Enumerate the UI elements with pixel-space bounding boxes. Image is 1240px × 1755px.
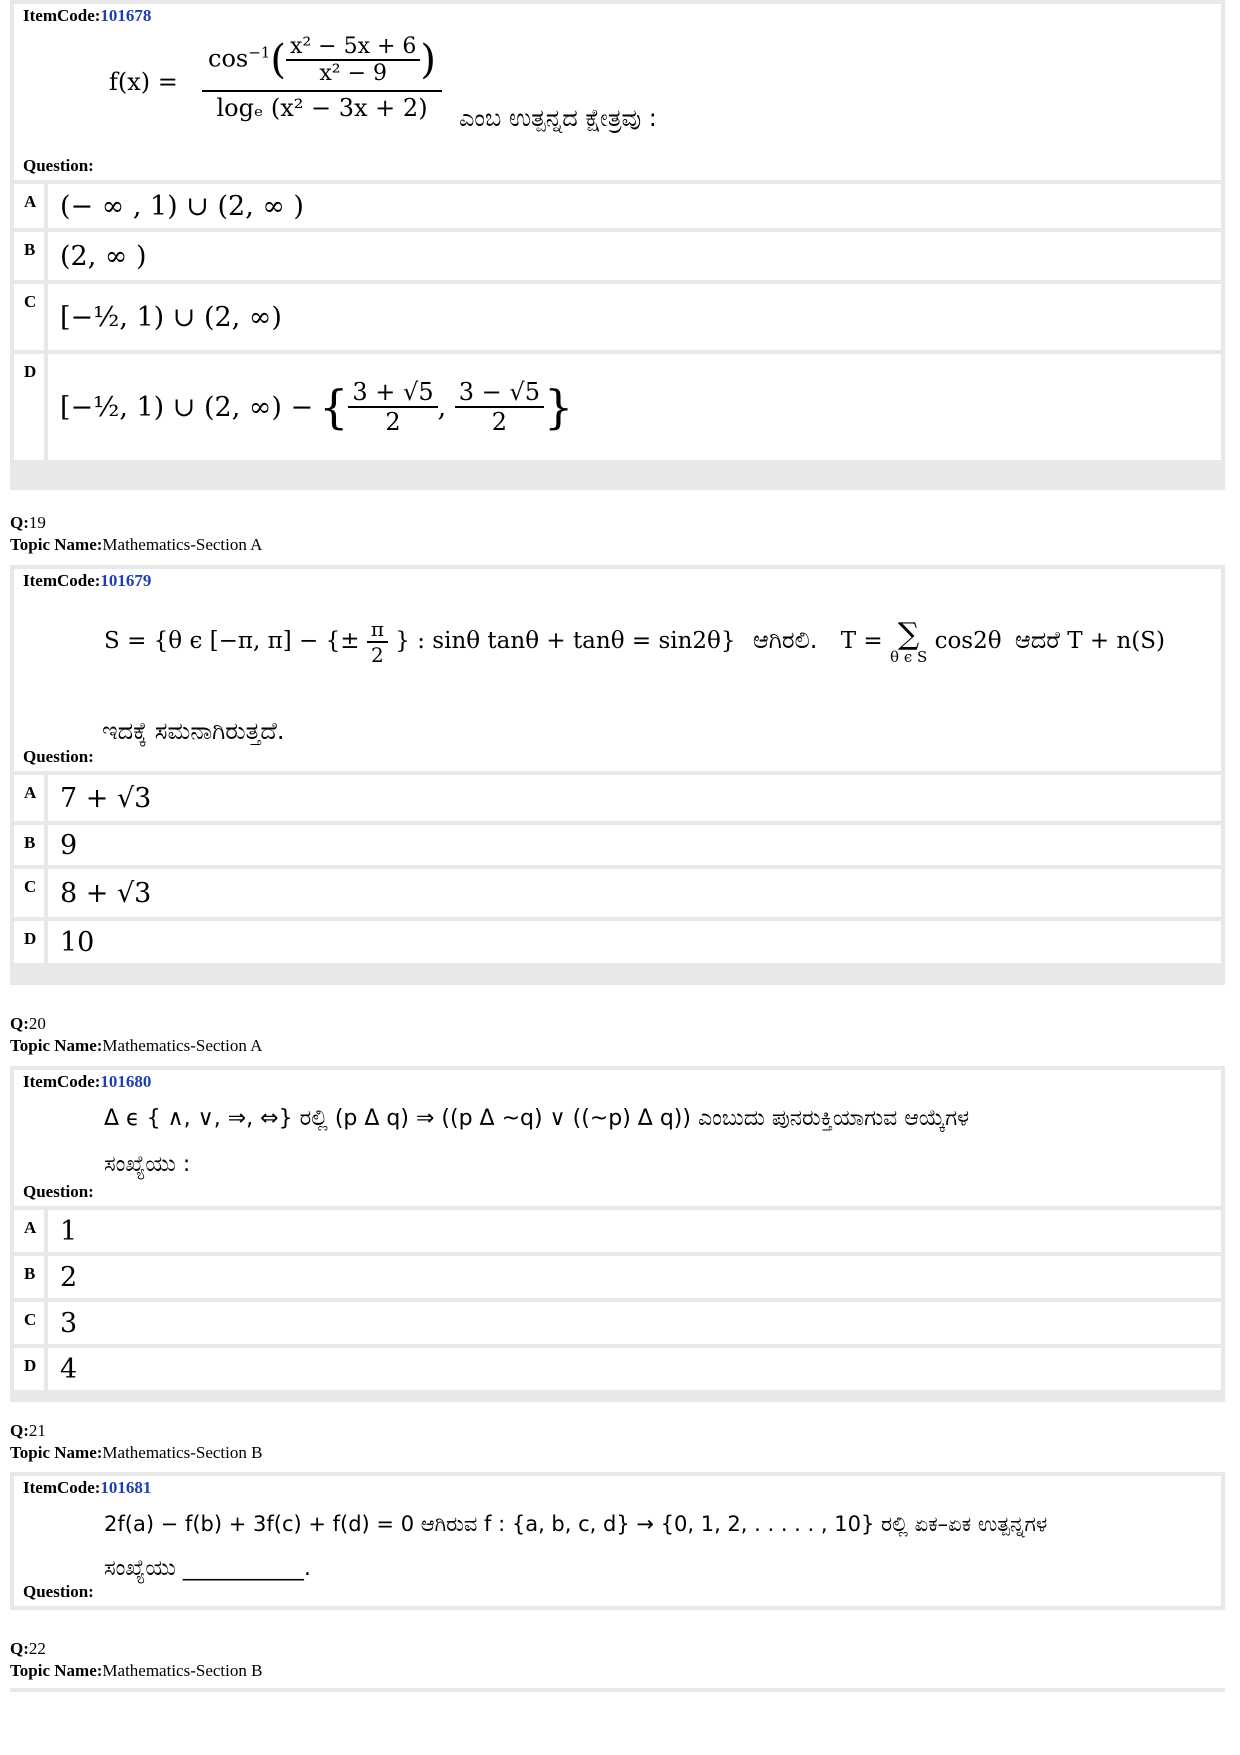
option-a-text: 1 [48, 1210, 1221, 1252]
option-c[interactable]: C 8 + √3 [14, 869, 1221, 917]
question-card-101681 [10, 1472, 1225, 1610]
option-d[interactable]: D 4 [14, 1348, 1221, 1390]
option-b[interactable]: B 2 [14, 1256, 1221, 1298]
question-cell [14, 1476, 1221, 1606]
option-c-text: 3 [48, 1302, 1221, 1344]
item-code-value: 101680 [100, 1072, 152, 1091]
option-d-text: [−½, 1) ∪ (2, ∞) − { $\frac{3 + √5}{2}$ , $\frac{3 - √5}{2}$ } [48, 354, 1221, 460]
question-label: Question: [23, 1582, 94, 1601]
option-a[interactable]: A 1 [14, 1210, 1221, 1252]
option-c[interactable]: C 3 [14, 1302, 1221, 1344]
question-label: Question: [23, 747, 94, 766]
question-text-line1: 2f(a) − f(b) + 3f(c) + f(d) = 0 ಆಗಿರುವ f : {a, b, c, d} → {0, 1, 2, . . . . . , 10} ರಲ್ಲಿ ಏಕ–ಏಕ ಉತ್ಪನ್ನಗಳ [104, 1512, 1048, 1536]
option-a-text: 7 + √3 [48, 775, 1221, 821]
question-text: ಎಂಬ ಉತ್ಪನ್ನದ ಕ್ಷೇತ್ರವು : [459, 104, 657, 132]
formula-fraction: $\cos^{-1}$( $\frac{\text{x² − 5x + 6}}{\text{x² − 9}}$ ) logₑ (x² − 3x + 2) [202, 34, 442, 122]
question-label: Question: [23, 1182, 94, 1201]
option-c[interactable]: C [−½, 1) ∪ (2, ∞) [14, 284, 1221, 350]
topic-name: Mathematics-Section B [102, 1443, 263, 1462]
question-text-line2: ಸಂಖ್ಯೆಯು ___________. [104, 1556, 311, 1581]
item-code: ItemCode:101678 [23, 6, 152, 25]
question-cell [14, 569, 1221, 771]
topic-name: Mathematics-Section A [102, 1036, 263, 1055]
item-code-value: 101681 [100, 1478, 152, 1497]
question-cell [14, 1070, 1221, 1206]
item-code: ItemCode:101679 [23, 571, 152, 590]
set-definition: S = {θ ϵ [−π, π] − {± $\frac{\pi}{2}$ } : sinθ tanθ + tanθ = sin2θ} ಆಗಿರಲಿ. T = ∑ θ ϵ S cos2θ ಆದರೆ T + n(S) [104, 616, 1165, 667]
question-label: Question: [23, 156, 94, 175]
option-a[interactable]: A (− ∞ , 1) ∪ (2, ∞ ) [14, 184, 1221, 228]
question-text-line1: Δ ϵ { ∧, ∨, ⇒, ⇔} ರಲ್ಲಿ (p Δ q) ⇒ ((p Δ ~q) ∨ ((~p) Δ q)) ಎಂಬುದು ಪುನರುಕ್ತಿಯಾಗುವ ಆಯ್ಕೆಗಳ [104, 1106, 970, 1131]
option-a-text: (− ∞ , 1) ∪ (2, ∞ ) [48, 184, 1221, 228]
question-header-21: Q:21 Topic Name:Mathematics-Section B [10, 1421, 263, 1462]
question-header-22: Q:22 Topic Name:Mathematics-Section B [10, 1639, 263, 1680]
option-b[interactable]: B 9 [14, 825, 1221, 865]
option-d[interactable]: D 10 [14, 921, 1221, 963]
item-code-value: 101679 [100, 571, 152, 590]
topic-name: Mathematics-Section A [102, 535, 263, 554]
formula-lhs: f(x) = [109, 68, 178, 96]
option-a[interactable]: A 7 + √3 [14, 775, 1221, 821]
question-number: 21 [28, 1421, 46, 1440]
question-text-line2: ಇದಕ್ಕೆ ಸಮನಾಗಿರುತ್ತದೆ. [102, 717, 285, 745]
question-card-101679 [10, 565, 1225, 985]
option-b-text: 9 [48, 825, 1221, 865]
option-d[interactable]: D [−½, 1) ∪ (2, ∞) − { $\frac{3 + √5}{2}$ , $\frac{3 - √5}{2}$ } [14, 354, 1221, 460]
item-code: ItemCode:101680 [23, 1072, 152, 1091]
card-top-edge [10, 1688, 1225, 1692]
topic-name: Mathematics-Section B [102, 1661, 263, 1680]
option-d-text: 10 [48, 921, 1221, 963]
question-card-101678 [10, 0, 1225, 490]
option-b[interactable]: B (2, ∞ ) [14, 232, 1221, 280]
option-d-text: 4 [48, 1348, 1221, 1390]
option-b-text: 2 [48, 1256, 1221, 1298]
question-cell [14, 4, 1221, 180]
option-c-text: 8 + √3 [48, 869, 1221, 917]
question-text-line2: ಸಂಖ್ಯೆಯು : [104, 1152, 191, 1177]
question-header-19: Q:19 Topic Name:Mathematics-Section A [10, 513, 263, 554]
question-number: 19 [28, 513, 46, 532]
question-header-20: Q:20 Topic Name:Mathematics-Section A [10, 1014, 263, 1055]
item-code-value: 101678 [100, 6, 152, 25]
option-c-text: [−½, 1) ∪ (2, ∞) [48, 284, 1221, 350]
question-number: 20 [28, 1014, 46, 1033]
option-b-text: (2, ∞ ) [48, 232, 1221, 280]
item-code: ItemCode:101681 [23, 1478, 152, 1497]
question-number: 22 [28, 1639, 46, 1658]
question-card-101680 [10, 1066, 1225, 1402]
